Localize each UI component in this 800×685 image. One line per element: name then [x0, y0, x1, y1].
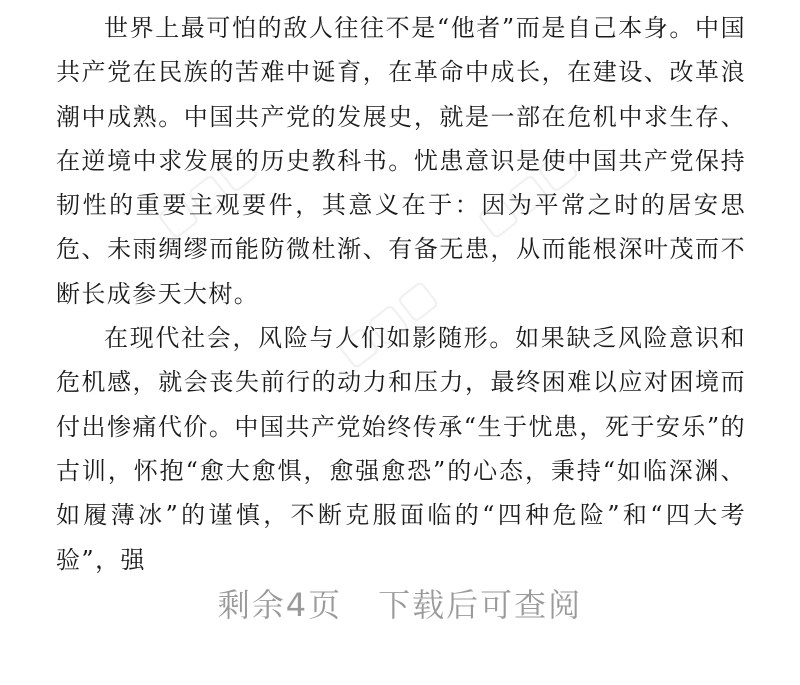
- remaining-pages-label: 剩余4页: [217, 586, 343, 624]
- watermark-logo: ▢▢▢: [327, 269, 446, 377]
- paragraph: 世界上最可怕的敌人往往不是“他者”而是自己本身。中国共产党在民族的苦难中诞育，在革命中成长，在建设、改革浪潮中成熟。中国共产党的发展史，就是一部在危机中求生存、在逆境中求发展的历史教科书。忧患意识是使中国共产党保持韧性的重要主观要件，其意义在于：因为平常之时的居安思危、未雨绸缪而能防微杜渐、有备无患，从而能根深叶茂而不断长成参天大树。: [56, 14, 746, 308]
- paragraph: 在现代社会，风险与人们如影随形。如果缺乏风险意识和危机感，就会丧失前行的动力和压力，最终困难以应对困境而付出惨痛代价。中国共产党始终传承“生于忧患，死于安乐”的古训，怀抱“愈大愈惧，愈强愈恐”的心态，秉持“如临深渊、如履薄冰”的谨慎，不断克服面临的“四种危险”和“四大考验”，强: [56, 324, 746, 574]
- document-body: [56, 6, 746, 582]
- preview-footer[interactable]: [0, 580, 800, 626]
- watermark-logo: ▢▢▢: [467, 139, 586, 247]
- watermark-logo: ▢▢▢: [147, 139, 266, 247]
- download-prompt-label: 下载后可查阅: [378, 586, 583, 624]
